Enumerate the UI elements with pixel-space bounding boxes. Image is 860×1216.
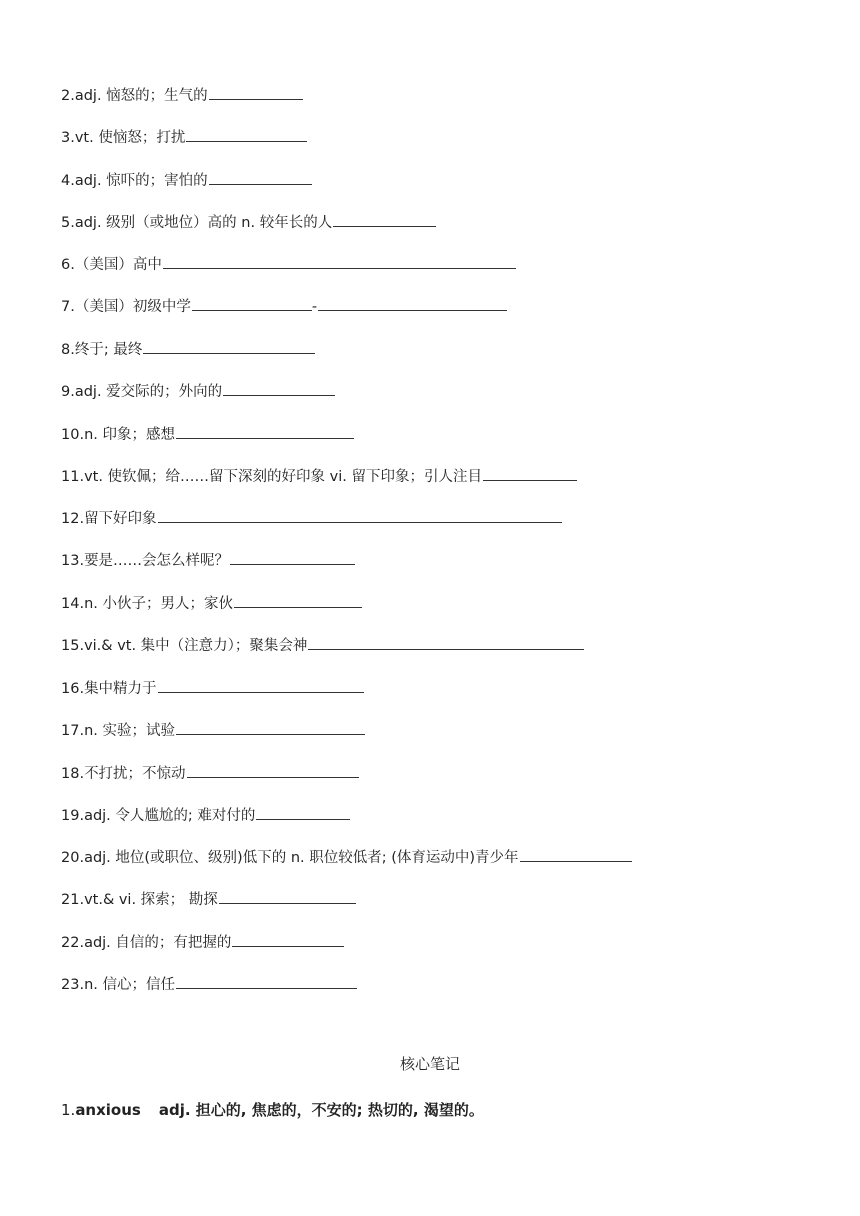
answer-blank[interactable]: [176, 720, 365, 735]
item-definition: n. 小伙子；男人；家伙: [84, 596, 233, 612]
item-definition: 留下好印象: [84, 511, 157, 527]
item-definition: vt. 使钦佩；给……留下深刻的好印象 vi. 留下印象；引人注目: [84, 469, 482, 485]
item-definition: adj. 恼怒的；生气的: [74, 88, 208, 104]
item-definition: vi.& vt. 集中（注意力）；聚集会神: [84, 638, 308, 654]
item-number: 4.: [61, 173, 75, 189]
answer-blank[interactable]: [176, 424, 354, 439]
item-number: 15.: [61, 638, 85, 654]
vocab-item: [61, 974, 357, 995]
item-number: 23.: [61, 977, 85, 993]
answer-blank[interactable]: [483, 466, 577, 481]
item-number: 10.: [61, 427, 85, 443]
vocab-item: [61, 763, 359, 784]
vocab-item: [61, 254, 516, 275]
answer-blank[interactable]: [256, 805, 350, 820]
item-number: 19.: [61, 808, 85, 824]
item-number: 18.: [61, 766, 85, 782]
vocab-item: [61, 847, 632, 868]
vocab-item: [61, 296, 507, 317]
item-definition: adj. 自信的；有把握的: [84, 935, 232, 951]
answer-blank[interactable]: [187, 763, 359, 778]
vocab-item: [61, 932, 344, 953]
section-title: 核心笔记: [399, 1055, 460, 1073]
vocab-item: [61, 550, 355, 571]
vocab-item: [61, 85, 303, 106]
item-number: 8.: [61, 342, 75, 358]
answer-blank[interactable]: [158, 678, 364, 693]
answer-blank[interactable]: [192, 296, 312, 311]
item-number: 22.: [61, 935, 85, 951]
item-definition: vt.& vi. 探索； 勘探: [84, 892, 218, 908]
item-definition: （美国）初级中学: [74, 299, 191, 315]
vocab-item: [61, 593, 362, 614]
item-definition: adj. 惊吓的；害怕的: [74, 173, 208, 189]
item-number: 17.: [61, 723, 85, 739]
item-definition: adj. 地位(或职位、级别)低下的 n. 职位较低者; (体育运动中)青少年: [84, 850, 519, 866]
answer-blank[interactable]: [520, 847, 632, 862]
answer-blank[interactable]: [163, 254, 516, 269]
answer-blank[interactable]: [234, 593, 362, 608]
item-definition: 集中精力于: [84, 681, 157, 697]
answer-blank[interactable]: [308, 635, 584, 650]
vocab-item: [61, 720, 365, 741]
answer-blank[interactable]: [219, 889, 356, 904]
answer-blank[interactable]: [158, 508, 562, 523]
item-definition: 不打扰；不惊动: [84, 766, 186, 782]
answer-blank[interactable]: [209, 85, 303, 100]
note-definition: adj. 担心的, 焦虑的，不安的; 热切的, 渴望的。: [158, 1101, 484, 1119]
answer-blank[interactable]: [333, 212, 436, 227]
vocab-item: [61, 805, 350, 826]
core-note: [61, 1100, 484, 1120]
answer-blank[interactable]: [209, 170, 312, 185]
item-number: 16.: [61, 681, 85, 697]
answer-blank[interactable]: [223, 381, 335, 396]
item-definition: n. 印象；感想: [84, 427, 175, 443]
item-number: 2.: [61, 88, 75, 104]
item-number: 9.: [61, 384, 75, 400]
vocab-item: [61, 339, 315, 360]
item-number: 13.: [61, 553, 85, 569]
item-definition: vt. 使恼怒；打扰: [74, 130, 186, 146]
vocab-item: [61, 508, 562, 529]
vocab-item: [61, 170, 312, 191]
vocab-item: [61, 424, 354, 445]
item-definition: adj. 爱交际的；外向的: [74, 384, 223, 400]
vocab-item: [61, 212, 436, 233]
item-definition: （美国）高中: [74, 257, 162, 273]
answer-blank[interactable]: [143, 339, 315, 354]
item-number: 7.: [61, 299, 75, 315]
item-definition: 要是……会怎么样呢？: [84, 553, 230, 569]
item-number: 14.: [61, 596, 85, 612]
item-number: 3.: [61, 130, 75, 146]
item-number: 5.: [61, 215, 75, 231]
answer-blank[interactable]: [176, 974, 357, 989]
vocab-item: [61, 127, 307, 148]
vocab-item: [61, 678, 364, 699]
item-number: 20.: [61, 850, 85, 866]
hyphen-separator: -: [311, 299, 318, 315]
answer-blank[interactable]: [230, 550, 355, 565]
item-number: 6.: [61, 257, 75, 273]
vocab-item: [61, 381, 335, 402]
vocab-item: [61, 466, 577, 487]
vocab-item: [61, 635, 584, 656]
answer-blank[interactable]: [318, 296, 507, 311]
answer-blank[interactable]: [186, 127, 307, 142]
answer-blank[interactable]: [232, 932, 344, 947]
item-number: 21.: [61, 892, 85, 908]
item-definition: adj. 级别（或地位）高的 n. 较年长的人: [74, 215, 333, 231]
item-number: 12.: [61, 511, 85, 527]
item-definition: adj. 令人尴尬的; 难对付的: [84, 808, 256, 824]
vocab-item: [61, 889, 356, 910]
item-number: 11.: [61, 469, 85, 485]
item-definition: 终于; 最终: [74, 342, 143, 358]
item-definition: n. 信心；信任: [84, 977, 175, 993]
note-number: 1.: [61, 1101, 76, 1119]
note-word: anxious: [75, 1101, 141, 1119]
item-definition: n. 实验；试验: [84, 723, 175, 739]
